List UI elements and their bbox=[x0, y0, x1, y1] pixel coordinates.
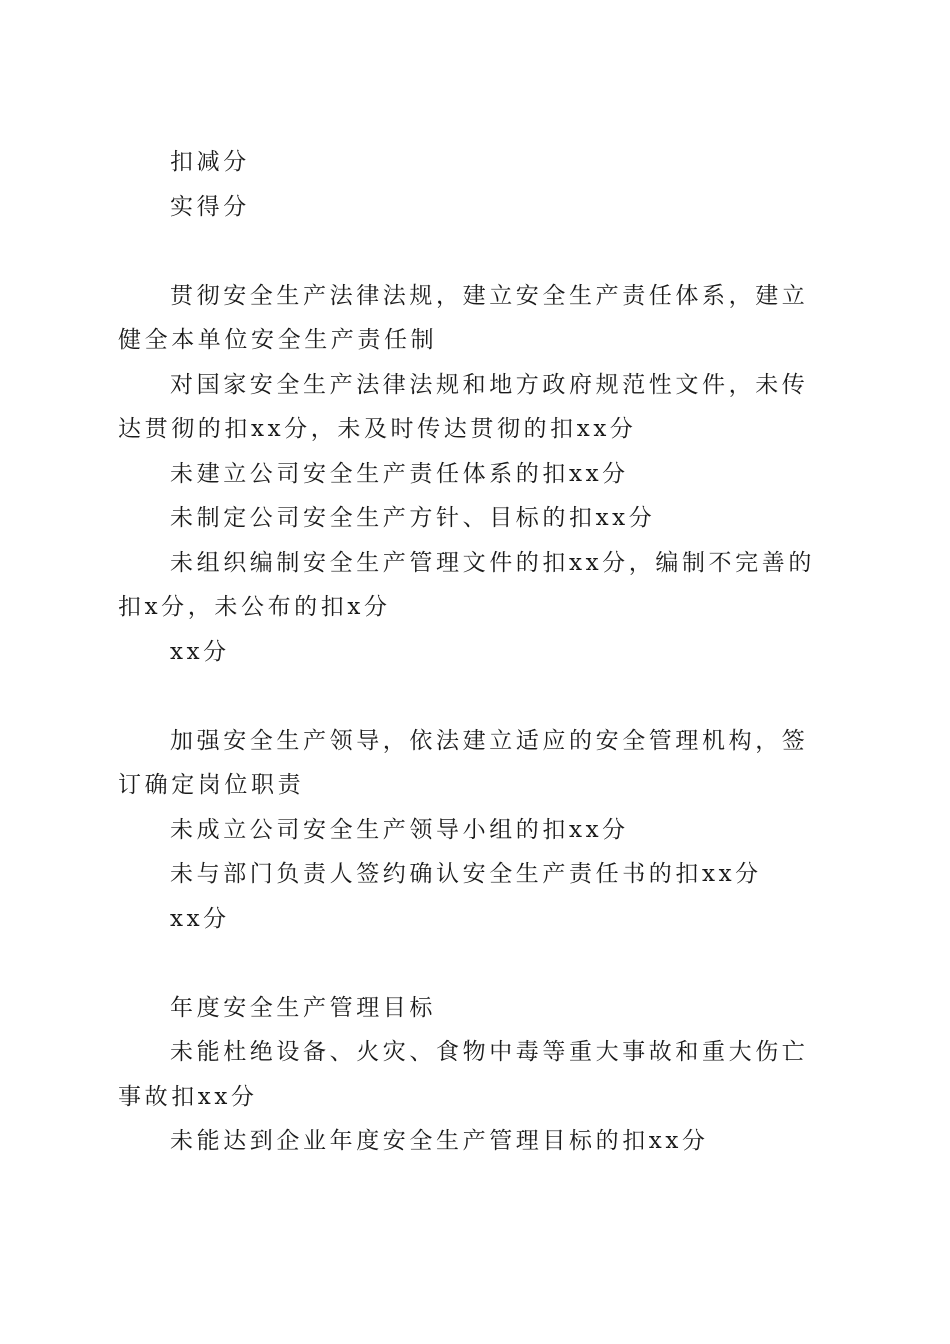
deduction-label: 扣减分 bbox=[170, 149, 250, 175]
section-title: 加强安全生产领导，依法建立适应的安全管理机构，签订确定岗位职责 bbox=[118, 727, 809, 798]
spacer bbox=[118, 229, 828, 274]
criterion-item: 未与部门负责人签约确认安全生产责任书的扣xx分 bbox=[170, 861, 762, 887]
section-title: 年度安全生产管理目标 bbox=[170, 994, 436, 1021]
section-title: 贯彻安全生产法律法规，建立安全生产责任体系，建立健全本单位安全生产责任制 bbox=[118, 282, 809, 353]
criterion-item: 未建立公司安全生产责任体系的扣xx分 bbox=[170, 460, 629, 487]
spacer bbox=[118, 941, 828, 986]
criterion-item: 对国家安全生产法律法规和地方政府规范性文件，未传达贯彻的扣xx分，未及时传达贯彻的扣xx分 bbox=[118, 371, 809, 442]
criterion-item: 未能杜绝设备、火灾、食物中毒等重大事故和重大伤亡事故扣xx分 bbox=[118, 1039, 809, 1110]
criterion-item: 未能达到企业年度安全生产管理目标的扣xx分 bbox=[170, 1128, 709, 1154]
criterion-item: 未组织编制安全生产管理文件的扣xx分，编制不完善的扣x分，未公布的扣x分 bbox=[118, 549, 815, 620]
section-score: xx分 bbox=[170, 905, 230, 932]
criterion-item: 未制定公司安全生产方针、目标的扣xx分 bbox=[170, 505, 656, 531]
actual-score-label: 实得分 bbox=[170, 193, 250, 220]
section-score: xx分 bbox=[170, 638, 230, 665]
spacer bbox=[118, 674, 828, 719]
criterion-item: 未成立公司安全生产领导小组的扣xx分 bbox=[170, 816, 629, 843]
document-page bbox=[118, 140, 828, 1164]
